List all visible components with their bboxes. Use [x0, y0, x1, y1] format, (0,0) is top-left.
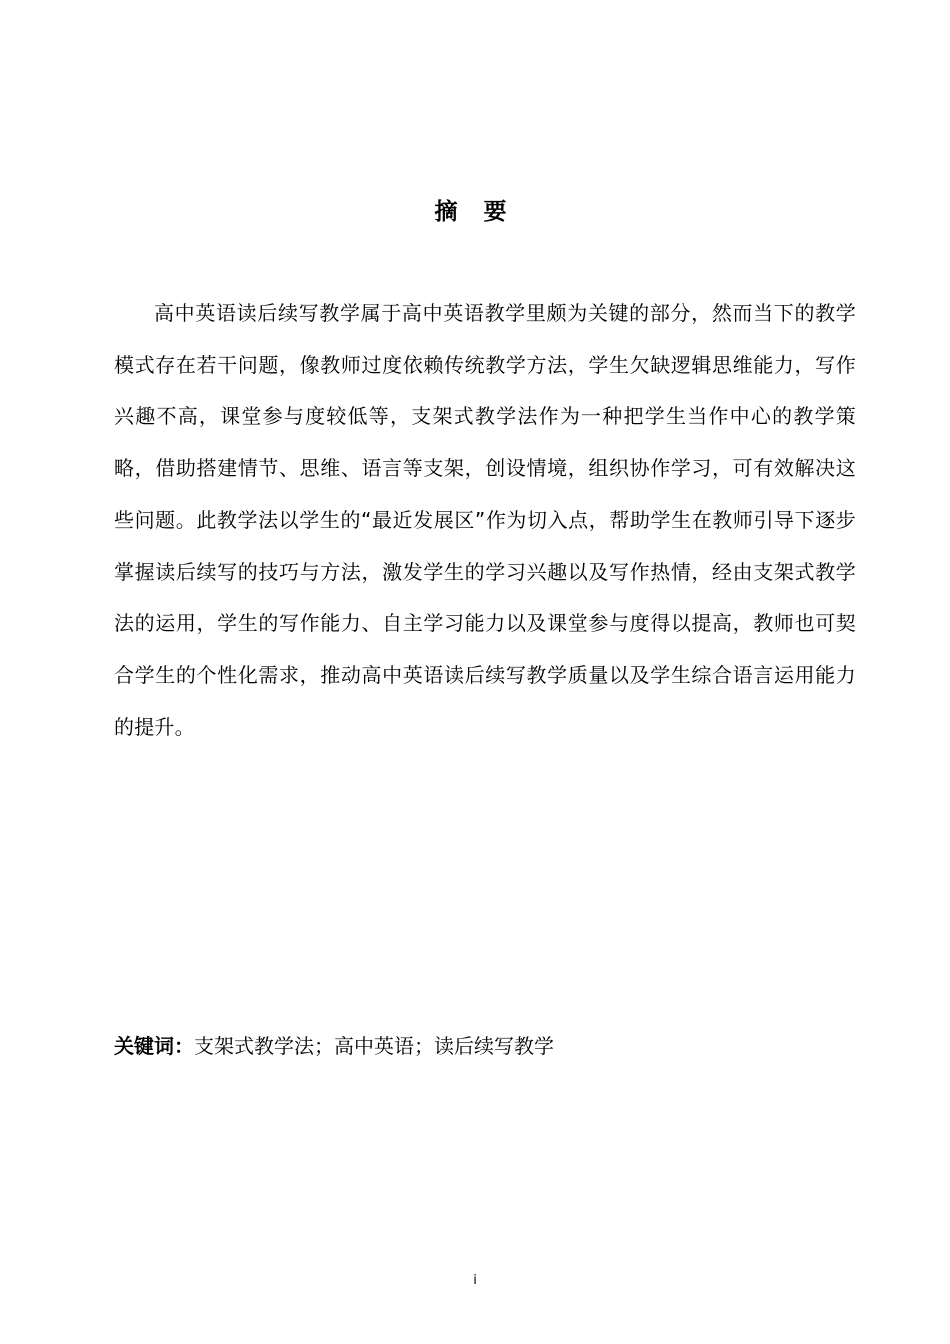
keywords-line — [114, 1030, 856, 1062]
keywords-text: 支架式教学法；高中英语；读后续写教学 — [194, 1034, 554, 1058]
page-number: i — [473, 1273, 477, 1288]
abstract-paragraph: 高中英语读后续写教学属于高中英语教学里颇为关键的部分，然而当下的教学模式存在若干问题，像教师过度依赖传统教学方法，学生欠缺逻辑思维能力，写作兴趣不高，课堂参与度较低等，支架式教学法作为一种把学生当作中心的教学策略，借助搭建情节、思维、语言等支架，创设情境，组织协作学习，可有效解决这些问题。此教学法以学生的“最近发展区”作为切入点，帮助学生在教师引导下逐步掌握读后续写的技巧与方法，激发学生的学习兴趣以及写作热情，经由支架式教学法的运用，学生的写作能力、自主学习能力以及课堂参与度得以提高，教师也可契合学生的个性化需求，推动高中英语读后续写教学质量以及学生综合语言运用能力的提升。 — [114, 301, 856, 739]
page-title: 摘 要 — [434, 199, 516, 225]
keywords-label: 关键词： — [114, 1034, 194, 1058]
